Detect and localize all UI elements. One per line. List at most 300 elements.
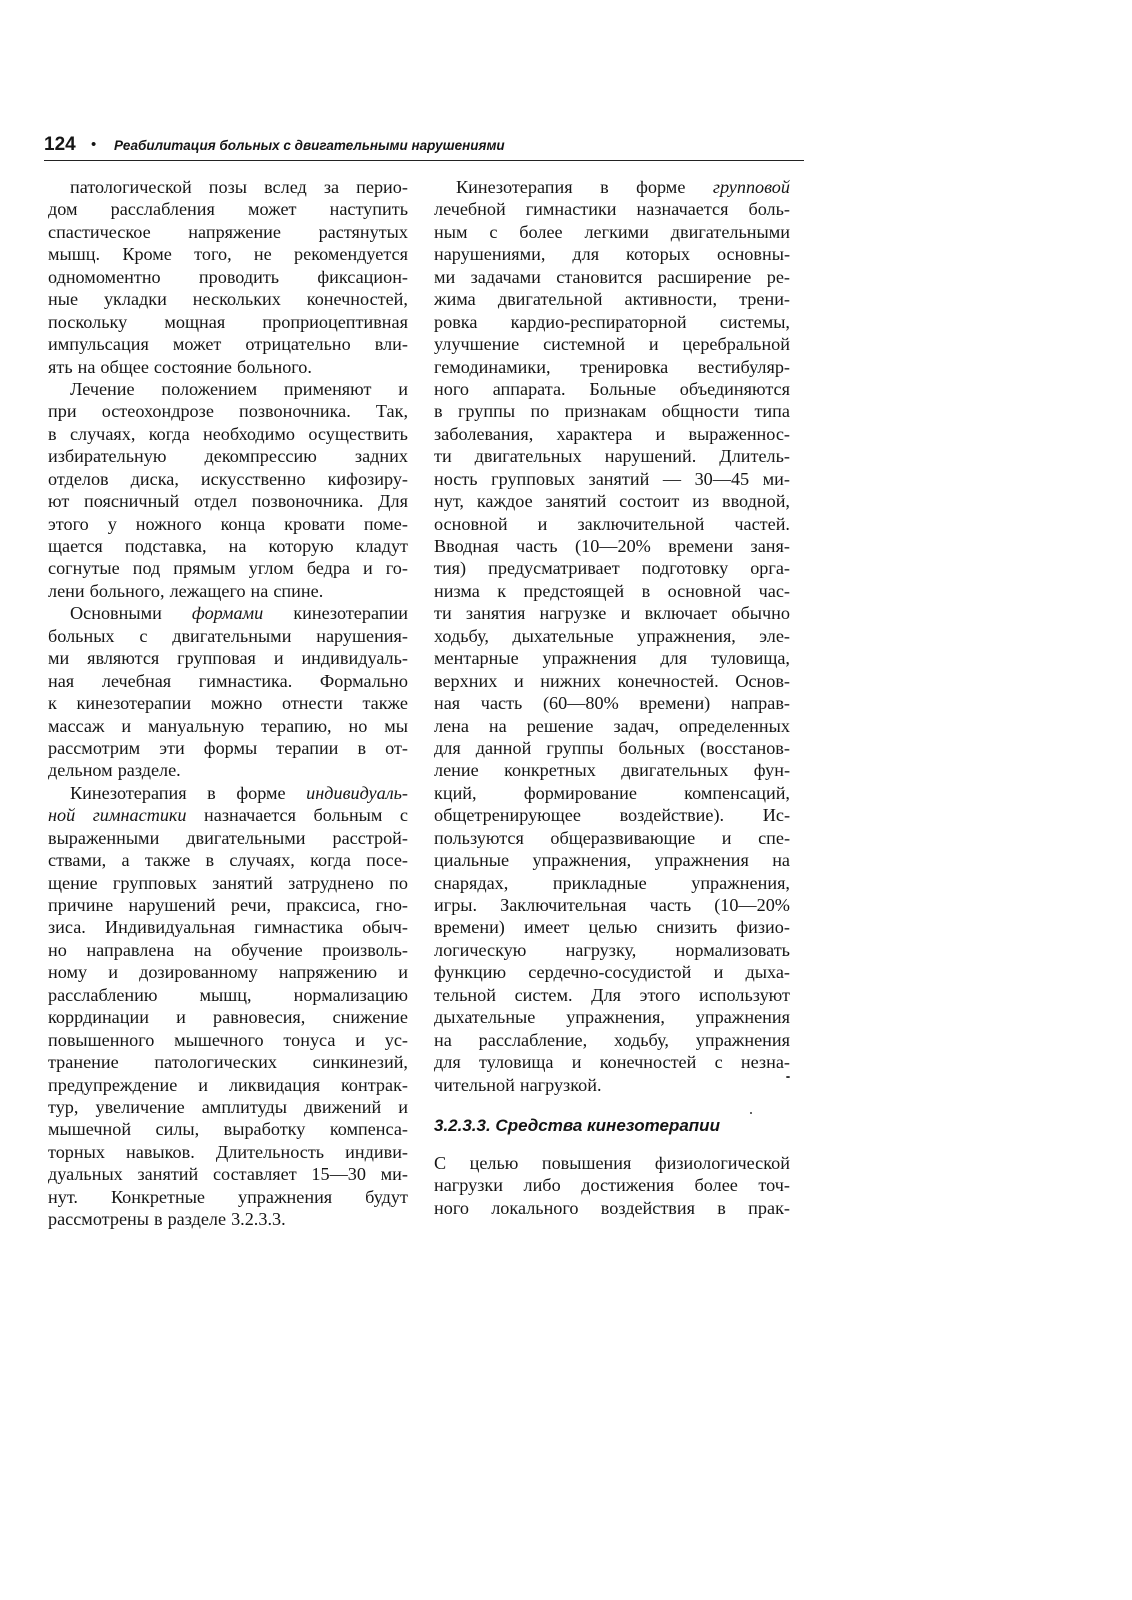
word: и xyxy=(398,1096,408,1117)
word: двигательных xyxy=(474,446,582,467)
text-line xyxy=(48,715,408,737)
word: дом xyxy=(48,199,78,220)
word: дыхательные xyxy=(512,625,614,646)
word: гемодинамики, xyxy=(434,356,551,377)
word: но xyxy=(348,715,368,736)
word: и xyxy=(398,962,408,983)
word: низма xyxy=(434,580,480,601)
word: задачами xyxy=(470,266,541,287)
word: компенса- xyxy=(329,1119,408,1140)
text-line xyxy=(434,759,790,781)
text-line xyxy=(434,513,790,535)
word: терапию, xyxy=(261,715,332,736)
word: 3.2.3.3. xyxy=(231,1209,286,1230)
word: го- xyxy=(385,558,408,579)
text-line xyxy=(434,1152,790,1174)
word: Длитель- xyxy=(719,446,790,467)
text-line xyxy=(48,939,408,961)
word: более xyxy=(694,1175,738,1196)
word: в xyxy=(205,850,215,871)
word: и xyxy=(355,1029,365,1050)
word: и xyxy=(537,513,548,534)
word: нескольких xyxy=(192,289,281,310)
word: эле- xyxy=(759,625,790,646)
word: кций, xyxy=(434,782,477,803)
word: (60—80% xyxy=(542,693,619,714)
word: эти xyxy=(159,737,185,758)
word: ментарные xyxy=(434,648,519,669)
word: состояние xyxy=(153,356,232,377)
word: локального xyxy=(491,1197,579,1218)
text-line xyxy=(48,221,408,243)
word: положением xyxy=(161,378,258,399)
word: и xyxy=(273,648,284,669)
word: основной xyxy=(667,580,742,601)
word: наступить xyxy=(329,199,408,220)
word: разделе xyxy=(167,1209,227,1230)
word: туловища, xyxy=(710,648,790,669)
word: боль- xyxy=(748,199,790,220)
word: случаях, xyxy=(69,423,136,444)
word: мышц. xyxy=(48,244,101,265)
word: легкими xyxy=(584,221,649,242)
text-line xyxy=(48,1163,408,1185)
text-line xyxy=(48,916,408,938)
word: ти xyxy=(434,446,452,467)
word: Кроме xyxy=(122,244,172,265)
word: улучшение xyxy=(434,334,520,355)
text-line xyxy=(48,288,408,310)
scan-speck xyxy=(786,1076,790,1078)
word: орга- xyxy=(750,558,790,579)
word: речи, xyxy=(230,895,272,915)
word: больного. xyxy=(236,356,312,377)
word: целью xyxy=(588,917,638,938)
word: в xyxy=(153,1209,163,1230)
word: Больные xyxy=(589,378,657,399)
text-line xyxy=(434,782,790,804)
word: расстрой- xyxy=(332,827,408,848)
text-line xyxy=(434,916,790,938)
word: Лечение xyxy=(70,378,135,399)
word: ление xyxy=(434,760,479,781)
word: ус- xyxy=(384,1029,408,1050)
text-line xyxy=(48,333,408,355)
word: позвоночника. xyxy=(251,491,364,512)
word: и xyxy=(513,670,524,691)
word: отнести xyxy=(282,693,343,714)
word: поясничный xyxy=(84,491,180,512)
word: на xyxy=(772,850,790,871)
text-line xyxy=(48,961,408,983)
word: контрак- xyxy=(341,1074,408,1095)
word: и xyxy=(363,558,373,579)
word: заключительной xyxy=(577,513,705,534)
word: ти xyxy=(434,603,452,624)
word: ходьбу, xyxy=(614,1029,669,1050)
word: снижение xyxy=(332,1007,408,1028)
word: на xyxy=(434,1029,452,1050)
word: заболевания, xyxy=(434,423,534,444)
word: групповая xyxy=(177,648,256,669)
word: с xyxy=(489,221,498,242)
word: ровка xyxy=(434,311,478,332)
word: не xyxy=(253,244,272,265)
word: коррдинации xyxy=(48,1007,149,1028)
word: общеразвивающие xyxy=(550,827,696,848)
word: Длительность xyxy=(215,1141,325,1162)
word: выраженнос- xyxy=(688,423,790,444)
word: тренировка xyxy=(580,356,669,377)
word: ми- xyxy=(762,468,790,489)
word: мышц, xyxy=(199,984,252,1005)
word: избирательную xyxy=(48,446,167,467)
word: посе- xyxy=(366,850,408,871)
word: (восстанов- xyxy=(700,737,790,758)
text-line xyxy=(434,692,790,714)
word: отделов xyxy=(48,468,109,489)
word: выработку xyxy=(223,1119,306,1140)
word: этого xyxy=(48,513,89,534)
word: силы, xyxy=(155,1119,200,1140)
word: — xyxy=(662,468,682,489)
word: и xyxy=(655,423,666,444)
text-line xyxy=(48,872,408,894)
word: составляет xyxy=(212,1164,297,1185)
text-line xyxy=(48,535,408,557)
word: занятий xyxy=(212,872,273,893)
word: конкретных xyxy=(504,760,596,781)
word: основны- xyxy=(716,244,790,265)
word: растянутых xyxy=(318,221,408,242)
word: одномоментно xyxy=(48,266,161,287)
word: упражнения xyxy=(237,1186,333,1207)
word: упражнения, xyxy=(532,850,632,871)
word: напряжение xyxy=(188,221,281,242)
word: двигательными xyxy=(670,221,790,242)
word: признакам xyxy=(564,401,647,422)
word: вестибуляр- xyxy=(697,356,790,377)
word: с xyxy=(139,625,148,646)
word: на xyxy=(193,939,212,960)
word: по xyxy=(530,401,550,422)
word: воздействие). xyxy=(619,805,725,826)
word: трени- xyxy=(739,289,790,310)
word: предупреждение xyxy=(48,1074,178,1095)
word: Основ- xyxy=(735,670,790,691)
word: синкинезий, xyxy=(312,1052,408,1073)
word: может xyxy=(247,199,297,220)
word: у xyxy=(107,513,117,534)
word: мышечного xyxy=(174,1029,264,1050)
word: с xyxy=(399,805,408,826)
word: ной xyxy=(48,805,76,826)
text-line xyxy=(434,872,790,894)
word: рассмотрены xyxy=(48,1209,149,1230)
text-line xyxy=(434,961,790,983)
word: по xyxy=(389,872,408,893)
word: дыхательные xyxy=(434,1007,536,1028)
word: равновесия, xyxy=(213,1007,306,1028)
word: укладки xyxy=(103,289,167,310)
word: Заключительная xyxy=(500,895,627,915)
word: нагрузки xyxy=(434,1175,503,1196)
word: и xyxy=(198,1074,209,1095)
text-line xyxy=(48,468,408,490)
word: каждое xyxy=(476,491,533,512)
word: в xyxy=(600,177,609,197)
word: вслед xyxy=(264,177,307,197)
word: конечностей, xyxy=(306,289,408,310)
text-line xyxy=(434,490,790,512)
word: зиса. xyxy=(48,917,86,938)
word: кровати xyxy=(284,513,345,534)
word: дельном xyxy=(48,760,113,781)
word: направлена xyxy=(86,939,175,960)
word: упражнения xyxy=(695,1029,790,1050)
text-line xyxy=(48,400,408,422)
word: игры. xyxy=(434,895,478,915)
word: ножного xyxy=(135,513,202,534)
word: занятий xyxy=(588,468,650,489)
word: больным xyxy=(313,805,383,826)
word: тонуса xyxy=(283,1029,336,1050)
word: и xyxy=(713,962,724,983)
text-line xyxy=(48,984,408,1006)
word: мощная xyxy=(164,311,226,332)
word: физиологической xyxy=(654,1152,790,1173)
word: гно- xyxy=(375,895,408,915)
word: искусственно xyxy=(200,468,306,489)
word: и xyxy=(571,1052,582,1073)
word: Основными xyxy=(70,603,162,624)
word: вли- xyxy=(374,334,408,355)
word: часть xyxy=(480,693,523,714)
word: на xyxy=(250,580,269,601)
word: снарядах, xyxy=(434,872,509,893)
text-line xyxy=(48,243,408,265)
word: которую xyxy=(268,536,334,556)
word: данной xyxy=(475,737,532,758)
word: 30—45 xyxy=(694,468,750,489)
word: для xyxy=(660,648,688,669)
word: Кинезотерапия xyxy=(456,177,573,197)
word: занятий xyxy=(137,1164,199,1185)
word: пользуются xyxy=(434,827,524,848)
word: навыков. xyxy=(126,1141,195,1162)
text-line xyxy=(434,625,790,647)
word: точ- xyxy=(758,1175,790,1196)
word: дозированному xyxy=(139,962,258,983)
word: щение xyxy=(48,872,98,893)
word: патологической xyxy=(70,177,192,197)
text-line xyxy=(434,1029,790,1051)
running-head-title: Реабилитация больных с двигательными нарушениями xyxy=(114,138,505,153)
word: основной xyxy=(434,513,508,534)
word: предстоящей xyxy=(523,580,625,601)
word: ная xyxy=(48,670,75,691)
text-line xyxy=(48,1096,408,1118)
word: и xyxy=(176,1007,186,1028)
word: в xyxy=(357,737,367,758)
word: мы xyxy=(384,715,408,736)
text-line xyxy=(434,939,790,961)
word: праксиса, xyxy=(286,895,361,915)
scan-speck xyxy=(750,1112,752,1114)
word: Так, xyxy=(375,401,408,422)
text-line xyxy=(434,243,790,265)
word: групповых xyxy=(112,872,197,893)
word: можно xyxy=(210,693,263,714)
page-number: 124 xyxy=(44,134,76,155)
word: рассмотрим xyxy=(48,737,141,758)
text-line xyxy=(434,400,790,422)
word: транение xyxy=(48,1052,119,1073)
word: нагрузкой. xyxy=(519,1074,602,1095)
word: групповой xyxy=(712,177,790,197)
word: фиксацион- xyxy=(317,266,408,287)
text-line xyxy=(48,1141,408,1163)
word: общее xyxy=(100,356,149,377)
text-line xyxy=(434,356,790,378)
word: упражнения, xyxy=(566,1007,665,1028)
word: которых xyxy=(626,244,691,265)
word: нут, xyxy=(434,491,464,512)
text-line xyxy=(434,1197,790,1219)
right-column xyxy=(434,176,790,1219)
text-line xyxy=(48,1118,408,1140)
word: выраженными xyxy=(48,827,160,848)
word: целью xyxy=(469,1152,519,1173)
word: спе- xyxy=(758,827,790,848)
word: Вводная xyxy=(434,536,499,556)
word: обычно xyxy=(731,603,790,624)
word: диска, xyxy=(130,468,179,489)
word: двигательными xyxy=(172,625,292,646)
word: типа xyxy=(754,401,790,422)
word: функцию xyxy=(434,962,507,983)
section-spacer xyxy=(434,1096,790,1114)
word: Индивидуальная xyxy=(104,917,236,938)
header-bullet: • xyxy=(91,136,97,153)
word: массаж xyxy=(48,715,105,736)
text-line xyxy=(48,490,408,512)
word: согнутые xyxy=(48,558,120,579)
word: упражнения xyxy=(654,850,749,871)
word: общности xyxy=(661,401,740,422)
word: остеохондрозе xyxy=(101,401,214,422)
word: состоит xyxy=(619,491,680,512)
text-line xyxy=(434,288,790,310)
text-line xyxy=(434,423,790,445)
word: туловища xyxy=(478,1052,554,1073)
text-line xyxy=(434,984,790,1006)
word: затруднено xyxy=(288,872,374,893)
word: расслабление, xyxy=(478,1029,588,1050)
word: 15—30 xyxy=(311,1164,366,1185)
word: напряжению xyxy=(278,962,378,983)
word: к xyxy=(48,693,57,714)
word: повышенного xyxy=(48,1029,155,1050)
word: того, xyxy=(194,244,232,265)
text-line xyxy=(48,266,408,288)
word: от- xyxy=(385,737,408,758)
word: занятий xyxy=(545,491,607,512)
word: повышения xyxy=(541,1152,632,1173)
word: упражнения xyxy=(695,1007,790,1028)
word: сердечно-сосудистой xyxy=(528,962,692,983)
section-heading: 3.2.3.3. Средства кинезотерапии xyxy=(434,1115,720,1135)
word: либо xyxy=(523,1175,561,1196)
word: систем. xyxy=(514,984,573,1005)
text-line xyxy=(434,670,790,692)
word: становится xyxy=(556,266,643,287)
word: кинезотерапии xyxy=(76,693,192,714)
word: гимнастика xyxy=(254,917,344,938)
word: назначается xyxy=(204,805,296,826)
word: движений xyxy=(304,1096,382,1117)
word: группы xyxy=(457,401,516,422)
word: патологических xyxy=(154,1052,277,1073)
word: ют xyxy=(48,491,70,512)
word: ного xyxy=(434,1197,469,1218)
text-line xyxy=(434,311,790,333)
word: ному xyxy=(48,962,88,983)
word: дуальных xyxy=(48,1164,123,1185)
text-line xyxy=(434,445,790,467)
word: в xyxy=(717,1197,726,1218)
word: нормализацию xyxy=(293,984,408,1005)
word: системной xyxy=(543,334,626,355)
word: нормализовать xyxy=(675,939,790,960)
word: подготовку xyxy=(641,558,729,579)
word: проводить xyxy=(198,266,280,287)
text-line xyxy=(48,849,408,871)
word: аппарата. xyxy=(492,378,566,399)
word: форме xyxy=(636,177,686,197)
word: тия) xyxy=(434,558,467,579)
word: Кинезотерапия xyxy=(70,782,187,803)
word: С xyxy=(434,1152,447,1173)
word: кладут xyxy=(355,536,408,556)
text-line xyxy=(48,445,408,467)
word: для xyxy=(434,737,461,758)
text-line xyxy=(48,782,408,804)
text-line xyxy=(48,378,408,400)
text-line xyxy=(48,602,408,624)
text-line xyxy=(48,1051,408,1073)
text-line xyxy=(48,580,408,602)
word: причине xyxy=(48,895,114,915)
word: имеет xyxy=(524,917,570,938)
word: терапии xyxy=(276,737,339,758)
word: углом xyxy=(248,558,294,579)
word: лена xyxy=(434,715,469,736)
word: при xyxy=(48,401,77,422)
word: осуществить xyxy=(308,423,408,444)
word: а xyxy=(121,850,130,871)
word: расслаблению xyxy=(48,984,158,1005)
text-line xyxy=(434,378,790,400)
word: этого xyxy=(639,984,681,1005)
word: лечебная xyxy=(101,670,172,691)
text-line xyxy=(48,311,408,333)
word: кардио-респираторной xyxy=(510,311,687,332)
word: (10—20% xyxy=(714,895,790,915)
word: вводной, xyxy=(722,491,790,512)
word: будут xyxy=(365,1186,408,1207)
word: ствами, xyxy=(48,850,107,871)
